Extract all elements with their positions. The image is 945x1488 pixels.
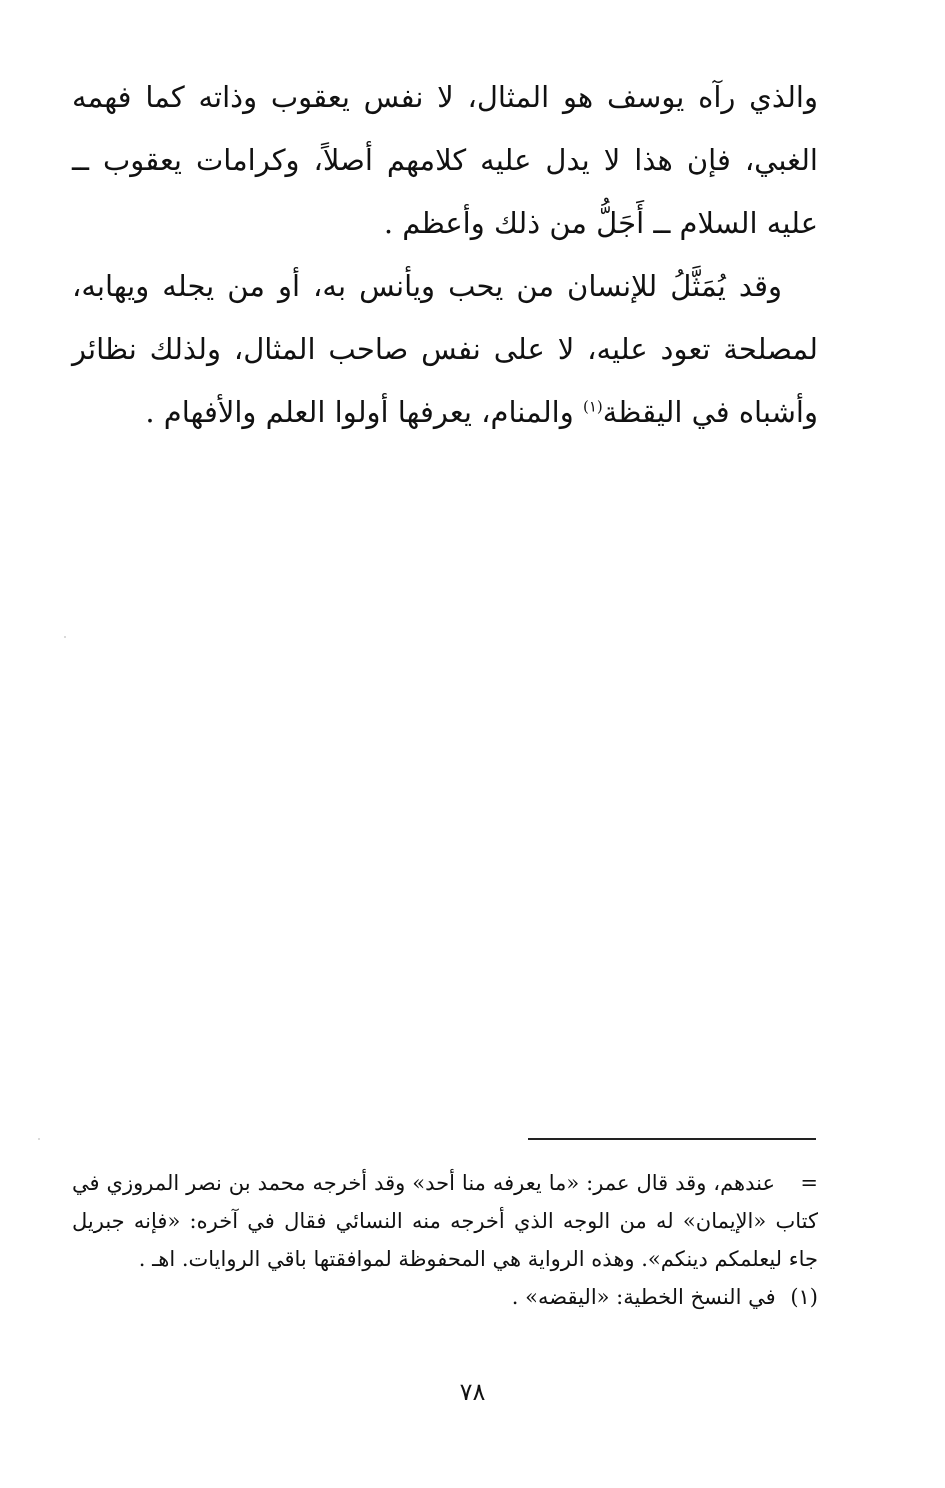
paragraph-1-text: والذي رآه يوسف هو المثال، لا نفس يعقوب وذاته كما فهمه الغبي، فإن هذا لا يدل عليه كلامهم أصلاً، وكرامات يعقوب ــ عليه السلام ــ أَجَلُّ من ذلك وأعظم .: [72, 80, 818, 240]
paragraph-1: [72, 66, 818, 255]
paragraph-2-tail: والمنام، يعرفها أولوا العلم والأفهام .: [145, 395, 583, 429]
footnote-continuation: [72, 1164, 818, 1278]
footnote-divider: [528, 1138, 816, 1140]
footnotes-block: [72, 1164, 818, 1316]
footnote-reference-1[interactable]: (١): [582, 397, 603, 416]
main-text-block: [72, 66, 818, 444]
footnote-1-number: (١): [790, 1285, 818, 1309]
page-number: ٧٨: [459, 1378, 486, 1406]
scan-speck: [64, 636, 66, 638]
scan-speck: [38, 1138, 40, 1140]
footnote-continuation-text: عندهم، وقد قال عمر: «ما يعرفه منا أحد» وقد أخرجه محمد بن نصر المروزي في كتاب «الإيمان» له من الوجه الذي أخرجه منه النسائي فقال في آخره: «فإنه جبريل جاء ليعلمكم دينكم». وهذه الرواية هي المحفوظة لموافقتها باقي الروايات. اهـ .: [72, 1171, 818, 1271]
continuation-mark: =: [800, 1171, 818, 1195]
paragraph-2-text: وقد يُمَثَّلُ للإنسان من يحب ويأنس به، أو من يجله ويهابه، لمصلحة تعود عليه، لا على نفس صاحب المثال، ولذلك نظائر وأشباه في اليقظة: [72, 269, 818, 429]
footnote-1: [72, 1278, 818, 1316]
paragraph-2: [72, 255, 818, 444]
footnote-1-text: في النسخ الخطية: «اليقضه» .: [511, 1285, 776, 1309]
